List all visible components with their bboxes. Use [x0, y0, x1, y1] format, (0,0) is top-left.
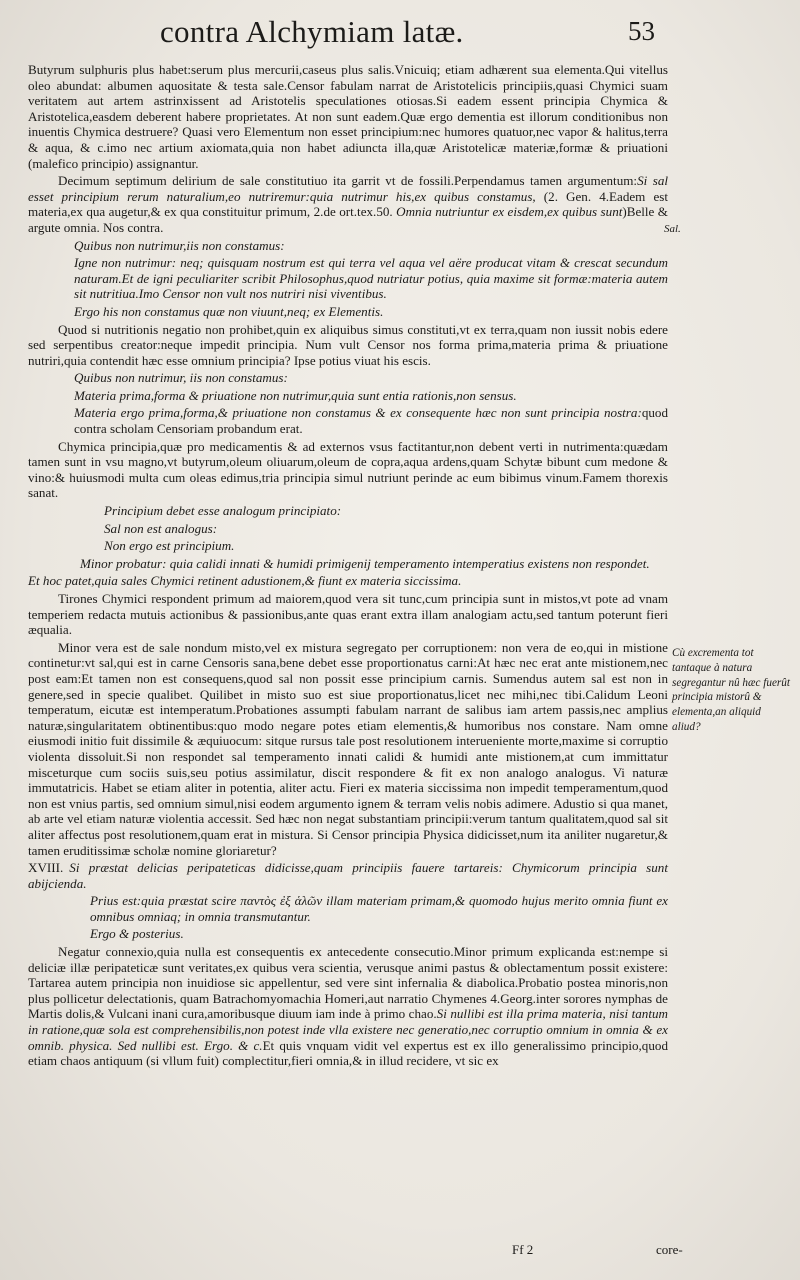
- margin-note-sal: Sal.: [664, 223, 681, 235]
- paragraph-5: Tirones Chymici respondent primum ad maiorem,quod vera sit tunc,cum principia sunt in mistos,vt pote ad vnam temperiem redacta mutuis actionibus & passionibus,ante quas erant extra illam analogiam actu,sed tantum poterunt fieri æqualia.: [28, 591, 668, 638]
- syllogism-2-minor: Materia prima,forma & priuatione non nutrimur,quia sunt entia rationis,non sensus.: [74, 387, 517, 403]
- syllogism-3-major: Principium debet esse analogum principiato:: [104, 503, 342, 519]
- syllogism-2-major: Quibus non nutrimur, iis non constamus:: [74, 370, 288, 386]
- running-head: [0, 14, 800, 58]
- page-number: 53: [628, 16, 655, 46]
- paragraph-4: Chymica principia,quæ pro medicamentis & ad externos vsus factitantur,non debent verti in nutrimenta:quædam tamen sunt in vsu magno,vt butyrum,oleum oliuarum,oleum de copra,aqua ardens,quam Schytæ bibunt cum medone & vino:& huiusmodi multa cum oleas edimus,tria principia simul nutriunt perinde ac eum bibimus vinum.Famem thorexis sanat.: [28, 438, 668, 501]
- section-18: [28, 860, 668, 891]
- margin-note: Cù excrementa tot tantaque à natura segregantur nû hæc fuerût principia mistorû & elementa,an aliquid aliud?: [672, 647, 790, 733]
- running-title: contra Alchymiam latæ.: [160, 14, 464, 49]
- paragraph-1: Butyrum sulphuris plus habet:serum plus mercurii,caseus plus salis.Vnicuiq; etiam adhærent sua elementa.Qui vitellus oleo abundat: albumen aquositate & testa sale.Censor fabulam narrat de Aristotelicis principiis,quasi Chymici suam veritatem aut artem astrinxissent ad Aristotelis speculationes otiosas.Si eadem essent principia Chymica & Aristotelica,easdem deberent habere proprietates. At non sunt eadem.Quæ ergo dementia est illorum conditionibus non inuentis Chymica destruere? Quasi vero Elementum non esset principium:nec humores quatuor,nec vapor & halitus,terra & aqua, & c.imo nec artium axiomata,quia non habet adiuncta illa,quæ Aristotelicæ materiæ,formæ & priuationi (malefico principio) assignantur.: [28, 62, 668, 171]
- syllogism-2-conclusion: [28, 405, 668, 436]
- catchword: core-: [656, 1242, 683, 1257]
- syllogism-3-conclusion: Non ergo est principium.: [104, 538, 235, 554]
- minor-proof: Minor probatur: quia calidi innati & humidi primigenij temperamento intemperatius existens non respondet.: [80, 555, 650, 571]
- syllogism-2-conclusion-italic: Materia ergo prima,forma,& priuatione non constamus & ex consequente hæc non sunt principia nostra:: [74, 405, 642, 421]
- main-text: [28, 62, 668, 1071]
- paragraph-7-roman: Negatur connexio,quia nulla est consequentis ex antecedente consecutio.Minor primum explicanda est:nempe si deliciæ illæ peripateticæ sunt veritates,ex quibus vera scientia, verusque animi pastus & oblectamentum possit existere: Tartarea autem principia non inuidiose sic appellentur, sed vere sint infernalia & diabolica.Probatio postea minoris,non plus pollicetur delectationis, quam Batrachomyomachia Homeri,aut narratio Chymenes 4.Georg.inter sorores nymphas de Martis dolis,& Vulcani inani cura,amoribusque diuum iam inde à primo chao.: [28, 944, 668, 1022]
- syllogism-2-conclusion-tail: quod contra scholam Censoriam probandum erat.: [74, 405, 668, 437]
- paragraph-2-roman-b: (2. Gen. 4.Eadem est materia,ex qua augetur,& ex qua constituitur primum, 2.de ort.tex.50.: [28, 188, 668, 220]
- syllogism-4-minor: Prius est:quia præstat scire παντὸς ἐξ ἁλῶν illam materiam primam,& quomodo hujus merito omnia fiunt ex omnibus omniaq; in omnia transmutantur.: [90, 893, 668, 924]
- paragraph-6: Minor vera est de sale nondum misto,vel ex mistura segregato per corruptionem: non vera de eo,qui in mistione continetur:vt sal,qui est in carne Censoris sana,bene debet esse proportionatus carni:At hæc nec erat ante mistionem,nec post eam:Et tamen non est consequens,quod sal non possit esse principium carnis. Sumendus autem sal est non in genere,sed in specie qualibet. Quilibet in misto suo est siue proportionatus,licet nec mihi,nec tibi.Calidum Leoni temperatum, eicutæ est intemperatum.Probationes assumpti fabulam narrant de salibus iam artem passis,nec amplius naturæ,singularitatem obtinentibus:quo modo negare potes etiam elementis,& humoribus nos constare. Nam omne eiusmodi initio fuit dissimile & æquiuocum: sitque rursus tale post resolutionem interueniente morte,maxime si corruptio violenta dissoluit.Si non respondet sal temperamento innati calidi & humidi ante mistionem,at cum immittatur misceturque cum sociis suis,seu potius assimilatur, discit respondere & fit ex non analogo analogus. Vi naturæ immutatricis. Habet se etiam aliter in potentia, aliter actu. Fieri ex materia siccissima non impedit temperamentum,quod non est vnius partis, sed omnium simul,nisi eodem argumento ignem & terram velis nobis adimere. Adustio si qua manet, ab arte vel etiam naturæ violentia accessit. Sed hæc non negat substantiam principii:verum tantum qualitatem,quod sal sit aliter affectus post resolutionem,quam erat in mistura. Si Censor principia Physica didicisset,num ita aniliter nugaretur,& tamen eruditissimæ scholæ nomine gloriaretur?: [28, 639, 668, 858]
- section-18-text: Si præstat delicias peripateticas didicisse,quam principiis fauere tartareis: Chymicorum principia sunt abijcienda.: [28, 860, 668, 891]
- paragraph-2-roman-d: )Belle & argute omnia. Nos contra.: [28, 204, 668, 235]
- paragraph-7: [28, 944, 668, 1069]
- section-number: XVIII.: [28, 860, 64, 876]
- minor-proof-continued: Et hoc patet,quia sales Chymici retinent adustionem,& fiunt ex materia siccissima.: [28, 573, 462, 589]
- paragraph-2-roman: Decimum septimum delirium de sale constitutiuo ita garrit vt de fossili.Perpendamus tamen argumentum:: [58, 173, 638, 189]
- paragraph-7-tail: Et quis vnquam vidit vel expertus est ex illo generalissimo principio,quod etiam chaos antiquum (si vllum fuit) complectitur,fieri omnia,& in illud recidere, vt sic ex: [28, 1037, 668, 1069]
- syllogism-4-conclusion: Ergo & posterius.: [90, 926, 184, 942]
- paragraph-2-italic-a: Si sal esset principium rerum naturalium,eo nutriremur:quia nutrimur his,ex quibus constamus,: [28, 173, 669, 204]
- syllogism-1-conclusion: Ergo his non constamus quæ non viuunt,neq; ex Elementis.: [74, 303, 384, 319]
- syllogism-1-major: Quibus non nutrimur,iis non constamus:: [74, 237, 285, 253]
- paragraph-7-italic: Si nullibi est illa prima materia, nisi tantum in ratione,quæ sola est comprehensibilis,non potest inde vlla existere nec generatio,nec corruptio omnium in omnia & ex omnib. physica. Sed nullibi est. Ergo. & c.: [28, 1006, 668, 1053]
- syllogism-1-minor: Igne non nutrimur: neq; quisquam nostrum est qui terra vel aqua vel aëre producat vitam & crescat secundum naturam.Et de igni peculiariter scribit Philosophus,quod nutriatur potius, quia maxime sit formæ:materia autem sit nutritiua.Imo Censor non vult nos nutriri nisi viventibus.: [74, 255, 668, 302]
- signature-mark: Ff 2: [512, 1242, 534, 1257]
- paragraph-2-italic-c: Omnia nutriuntur ex eisdem,ex quibus sunt: [396, 204, 623, 220]
- paragraph-3: Quod si nutritionis negatio non prohibet,quin ex aliquibus simus constituti,vt ex terra,quam non iussit nobis edere sed serpentibus creator:neque impedit principia. Num vult Censor nos forma prima,materia prima & priuatione nutriri,quia contendit hæc esse omnium principia? Ipse potius viuat his escis.: [28, 321, 668, 368]
- syllogism-3-minor: Sal non est analogus:: [104, 520, 218, 536]
- page-footer: [0, 1238, 800, 1268]
- paragraph-2: [28, 173, 668, 235]
